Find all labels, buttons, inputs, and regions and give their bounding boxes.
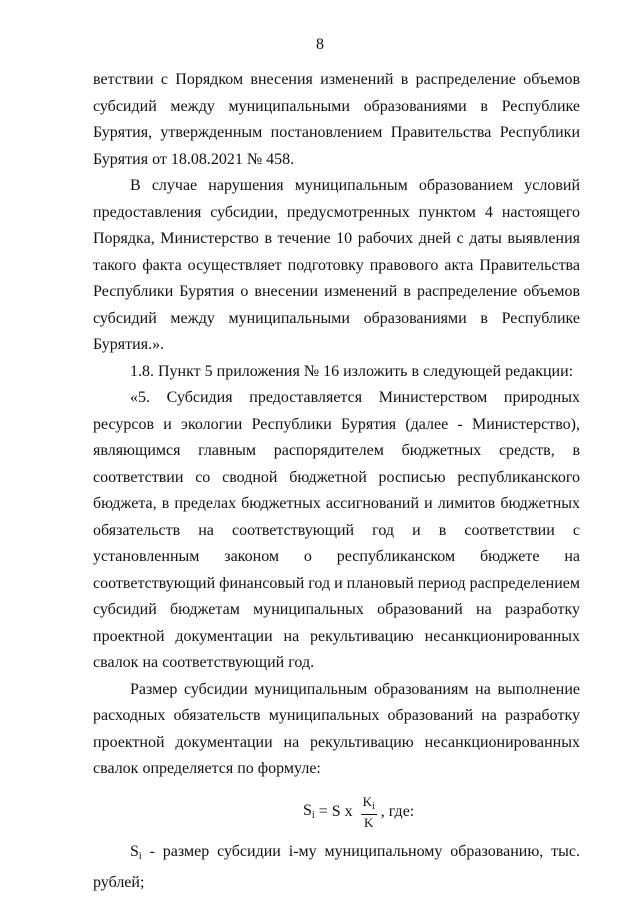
definition-si <box>93 839 580 897</box>
paragraph-violation-clause: В случае нарушения муниципальным образованием условий предоставления субсидии, предусмотренных пунктом 4 настоящего Порядка, Министерство в течение 10 рабочих дней с даты выявления такого факта осуществляет подготовку правового акта Правительства Республики Бурятия о внесении изменений в распределение объемов субсидий между муниципальными образованиями в Республике Бурятия.». <box>93 177 580 353</box>
formula-lhs: $S_i$ <box>303 802 315 821</box>
formula-numerator: $K_i$ <box>361 794 377 815</box>
subsidy-formula <box>93 791 580 833</box>
page-number: 8 <box>316 36 324 53</box>
paragraph-subsidy-provision: «5. Субсидия предоставляется Министерством природных ресурсов и экологии Республики Бурятия (далее - Министерство), являющимся главным распорядителем бюджетных средств, в соответствии со сводной бюджетной росписью республиканского бюджета, в пределах бюджетных ассигнований и лимитов бюджетных обязательств на соответствующий год и в соответствии с установленным законом о республиканском бюджете на соответствующий финансовый год и плановый период распределением субсидий бюджетам муниципальных образований на разработку проектной документации на рекультивацию несанкционированных свалок на соответствующий год. <box>93 389 580 671</box>
paragraph-continuation: ветствии с Порядком внесения изменений в распределение объемов субсидий между муниципальными образованиями в Республике Бурятия, утвержденным постановлением Правительства Республики Бурятия от 18.08.2021 № 458. <box>93 71 580 168</box>
paragraph-amendment-1-8: 1.8. Пункт 5 приложения № 16 изложить в следующей редакции: <box>130 362 574 380</box>
paragraph-subsidy-size: Размер субсидии муниципальным образованиям на выполнение расходных обязательств муниципальных образований на разработку проектной документации на рекультивацию несанкционированных свалок определяется по формуле: <box>93 680 580 777</box>
definition-symbol: $S_i$ <box>130 842 142 862</box>
formula-equals: = S x <box>314 802 357 820</box>
document-body <box>93 67 580 897</box>
formula-tail: , где: <box>380 802 415 820</box>
definition-text: - размер субсидии i-му муниципальному образованию, тыс. рублей; <box>93 842 580 891</box>
formula-denominator: K <box>364 814 374 830</box>
formula-fraction <box>361 794 377 830</box>
